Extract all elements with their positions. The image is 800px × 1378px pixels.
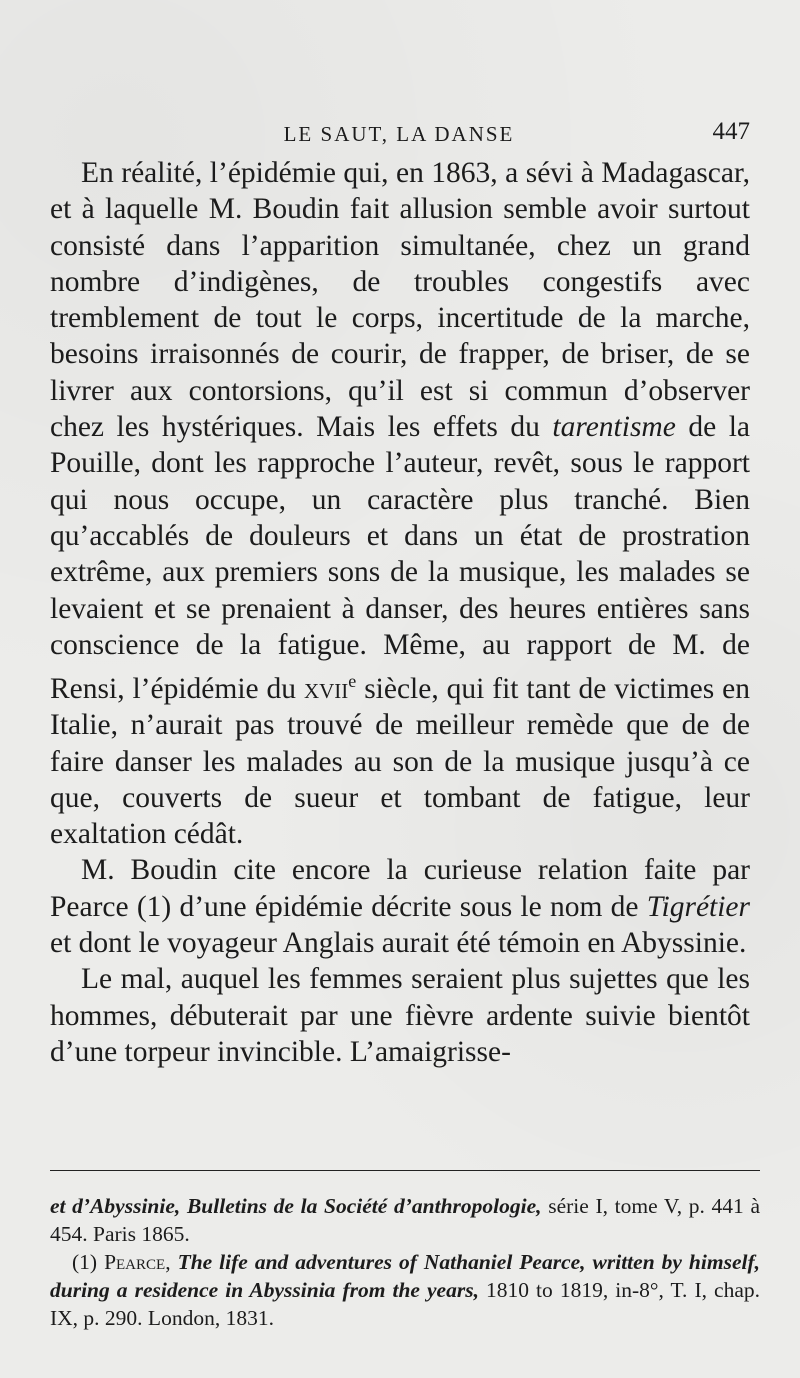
paragraph-2 [50, 852, 750, 961]
footnote-1-author: Pearce [104, 1250, 166, 1274]
footnote-continuation-title: et d’Abyssinie, Bulletins de la Société d’anthropologie, [50, 1194, 542, 1218]
paragraph-1-text-c: siècle, qui fit tant de victimes en Italie, n’aurait pas trouvé de meilleur remède que de de faire danser les malades au son de la musique jusqu’à ce que, couverts de sueur et tombant de fatigue, leur exaltation cédât. [50, 672, 750, 851]
footnote-1-title: The life and adventures of Nathaniel Pearce, written by himself, during a residence in Abyssinia from the years, [50, 1250, 760, 1302]
paragraph-1-text-a: En réalité, l’épidémie qui, en 1863, a sévi à Madagascar, et à laquelle M. Boudin fait allusion semble avoir surtout consisté dans l’apparition simultanée, chez un grand nombre d’indigènes, de troubles congestifs avec tremblement de tout le corps, incertitude de la marche, besoins irraisonnés de courir, de frapper, de briser, de se livrer aux contorsions, qu’il est si commun d’observer chez les hystériques. Mais les effets du [50, 157, 750, 444]
paragraph-1-text-b: de la Pouille, dont les rapproche l’auteur, revêt, sous le rapport qui nous occupe, un caractère plus tranché. Bien qu’accablés de douleurs et dans un état de prostration extrême, aux premiers sons de la musique, les malades se levaient et se prenaient à danser, des heures entières sans conscience de la fatigue. Même, au rapport de M. de Rensi, l’épidémie du [50, 411, 750, 705]
paragraph-2-text-a: M. Boudin cite encore la curieuse relation faite par Pearce (1) d’une épidémie décrite sous le nom de [50, 854, 750, 923]
page-number: 447 [712, 118, 750, 145]
footnote-1-text: 1810 to 1819, in-8°, T. I, chap. IX, p. 290. London, 1831. [50, 1278, 760, 1330]
footnote-continuation [50, 1192, 760, 1248]
footnote-1-marker: (1) [72, 1250, 105, 1274]
term-tigretier: Tigrétier [646, 890, 750, 923]
footnote-continuation-text: série I, tome V, p. 441 à 454. Paris 1865. [50, 1194, 760, 1246]
footnote-1-separator: , [165, 1250, 178, 1274]
paragraph-3-text: Le mal, auquel les femmes seraient plus sujettes que les hommes, débuterait par une fièvre ardente suivie bientôt d’une torpeur invincible. L’amaigrisse- [50, 963, 750, 1068]
term-tarentisme: tarentisme [552, 411, 676, 444]
century-superscript: e [348, 671, 357, 692]
century-numeral: xvii [303, 672, 349, 705]
footnote-separator [50, 1170, 760, 1171]
footnote-1 [50, 1248, 760, 1332]
page-header [48, 118, 750, 150]
paragraph-2-text-b: et dont le voyageur Anglais aurait été témoin en Abyssinie. [50, 927, 747, 960]
main-text [50, 155, 750, 1070]
paragraph-3 [50, 961, 750, 1070]
paragraph-1 [50, 155, 750, 852]
running-head: LE SAUT, LA DANSE [283, 122, 515, 146]
footnotes [50, 1192, 760, 1332]
